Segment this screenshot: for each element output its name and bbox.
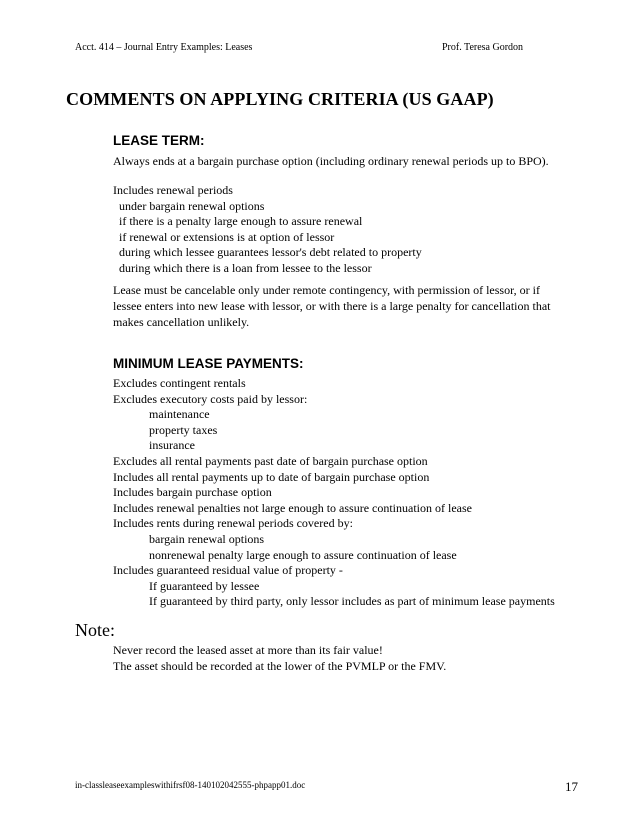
mlp-heading: MINIMUM LEASE PAYMENTS: <box>113 356 304 371</box>
mlp-line-3: property taxes <box>149 422 218 437</box>
header-author: Prof. Teresa Gordon <box>442 42 524 53</box>
footer-filename: in-classleaseexampleswithifrsf08-140102042555-phpapp01.doc <box>75 780 306 790</box>
renewal-line-2: if there is a penalty large enough to assure renewal <box>119 214 363 229</box>
mlp-line-7: Includes bargain purchase option <box>113 485 272 500</box>
renewal-line-0: Includes renewal periods <box>113 183 233 197</box>
page-title: COMMENTS ON APPLYING CRITERIA (US GAAP) <box>66 89 494 109</box>
mlp-line-4: insurance <box>149 438 195 453</box>
mlp-line-2: maintenance <box>149 407 210 422</box>
renewal-line-3: if renewal or extensions is at option of lessor <box>119 229 335 244</box>
note-line-1: The asset should be recorded at the lower of the PVMLP or the FMV. <box>113 659 447 673</box>
renewal-line-4: during which lessee guarantees lessor's debt related to property <box>119 245 422 260</box>
lease-term-line: Always ends at a bargain purchase option (including ordinary renewal periods up to BPO). <box>113 154 549 168</box>
renewal-line-1: under bargain renewal options <box>119 198 265 213</box>
renewal-line-5: during which there is a loan from lessee to the lessor <box>119 261 372 275</box>
cancelable-line-2: makes cancellation unlikely. <box>113 315 250 329</box>
mlp-line-12: Includes guaranteed residual value of property - <box>113 563 343 578</box>
note-label: Note: <box>75 620 115 640</box>
note-line-0: Never record the leased asset at more than its fair value! <box>113 643 383 657</box>
mlp-line-8: Includes renewal penalties not large enough to assure continuation of lease <box>113 500 472 515</box>
mlp-line-13: If guaranteed by lessee <box>149 578 260 593</box>
page-number: 17 <box>565 779 578 794</box>
mlp-line-0: Excludes contingent rentals <box>113 376 246 390</box>
header-course: Acct. 414 – Journal Entry Examples: Leases <box>75 42 253 53</box>
lease-term-heading: LEASE TERM: <box>113 133 205 148</box>
mlp-line-5: Excludes all rental payments past date of bargain purchase option <box>113 454 428 468</box>
mlp-line-1: Excludes executory costs paid by lessor: <box>113 391 308 406</box>
cancelable-line-0: Lease must be cancelable only under remote contingency, with permission of lessor, or if <box>113 283 540 297</box>
mlp-line-14: If guaranteed by third party, only lessor includes as part of minimum lease payments <box>149 594 555 609</box>
cancelable-line-1: lessee enters into new lease with lessor, or with there is a large penalty for cancellation that <box>113 299 551 313</box>
mlp-line-10: bargain renewal options <box>149 532 265 546</box>
mlp-line-11: nonrenewal penalty large enough to assure continuation of lease <box>149 547 457 562</box>
mlp-line-6: Includes all rental payments up to date of bargain purchase option <box>113 469 430 484</box>
mlp-line-9: Includes rents during renewal periods covered by: <box>113 516 353 531</box>
